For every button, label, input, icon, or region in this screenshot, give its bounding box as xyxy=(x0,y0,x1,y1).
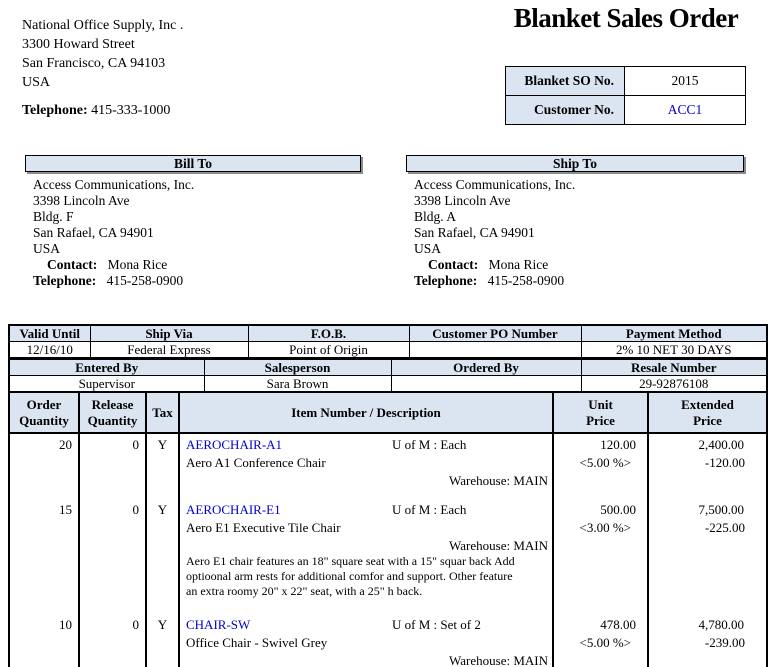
bill-to-name: Access Communications, Inc. xyxy=(33,177,195,192)
valid-until-header: Valid Until xyxy=(9,325,90,342)
bill-to-phone-label: Telephone: xyxy=(33,273,97,288)
company-phone-label: Telephone: xyxy=(22,103,88,118)
ordered-by-value xyxy=(391,376,581,393)
page-title: Blanket Sales Order xyxy=(513,3,739,33)
unit-price-value: 500.00 xyxy=(600,502,636,517)
ordered-by-header: Ordered By xyxy=(391,359,581,376)
order-qty-value: 20 xyxy=(9,433,79,499)
terms-table-bottom xyxy=(8,358,768,393)
ship-to-bldg: Bldg. A xyxy=(414,209,457,224)
item-description-text: Aero E1 Executive Tile Chair xyxy=(186,520,341,535)
warehouse-label: Warehouse: MAIN xyxy=(449,473,548,488)
so-number-label: Blanket SO No. xyxy=(506,67,625,96)
so-number-value: 2015 xyxy=(625,67,746,96)
unit-price-header: Unit Price xyxy=(553,393,648,433)
terms-value-row-1 xyxy=(9,342,767,358)
item-row-chair-sw xyxy=(9,614,767,667)
item-description-text: Office Chair - Swivel Grey xyxy=(186,635,328,650)
tax-header: Tax xyxy=(146,393,179,433)
discount-percent: <5.00 %> xyxy=(579,635,631,650)
order-qty-value: 15 xyxy=(9,499,79,614)
ship-to-contact-value: Mona Rice xyxy=(488,257,549,272)
extended-price-cell xyxy=(648,433,767,499)
ship-to-header: Ship To xyxy=(406,155,744,172)
ship-to-contact-line xyxy=(414,257,575,273)
payment-method-value: 2% 10 NET 30 DAYS xyxy=(581,342,767,358)
company-phone-line xyxy=(22,101,183,120)
bill-to-contact-label: Contact: xyxy=(47,257,98,272)
fob-header: F.O.B. xyxy=(248,325,409,342)
ship-to-country: USA xyxy=(414,241,442,256)
tax-value: Y xyxy=(146,614,179,667)
bill-to-bldg: Bldg. F xyxy=(33,209,74,224)
ship-to-city: San Rafael, CA 94901 xyxy=(414,225,535,240)
unit-price-value: 478.00 xyxy=(600,617,636,632)
discount-amount: -239.00 xyxy=(704,635,745,650)
bill-to-address xyxy=(33,177,194,289)
release-quantity-header: Release Quantity xyxy=(79,393,146,433)
terms-header-row-1 xyxy=(9,325,767,342)
item-row-aerochair-e1 xyxy=(9,499,767,614)
bill-to-header: Bill To xyxy=(25,155,361,172)
bill-to-city: San Rafael, CA 94901 xyxy=(33,225,154,240)
ship-to-street: 3398 Lincoln Ave xyxy=(414,193,511,208)
item-long-description: Aero E1 chair features an 18" square seat with a 15" squar back Add optioonal arm rests for additional comfor and support. Other feature an extra roomy 20" x 22" seat, with a 25" h back. xyxy=(186,554,515,598)
payment-method-header: Payment Method xyxy=(581,325,767,342)
uofm-label: U of M : Set of 2 xyxy=(392,617,481,632)
ship-to-phone-value: 415-258-0900 xyxy=(487,273,565,288)
extended-price-cell xyxy=(648,499,767,614)
bill-to-phone-line xyxy=(33,273,194,289)
terms-table-top xyxy=(8,324,768,358)
uofm-label: U of M : Each xyxy=(392,437,467,452)
ship-to-phone-label: Telephone: xyxy=(414,273,478,288)
resale-number-value: 29-92876108 xyxy=(581,376,767,393)
discount-amount: -225.00 xyxy=(704,520,745,535)
company-street: 3300 Howard Street xyxy=(22,37,135,52)
company-name: National Office Supply, Inc . xyxy=(22,18,184,33)
item-number-link[interactable]: AEROCHAIR-E1 xyxy=(186,502,281,517)
unit-price-cell xyxy=(553,499,648,614)
customer-po-value xyxy=(409,342,581,358)
bill-to-country: USA xyxy=(33,241,61,256)
uofm-label: U of M : Each xyxy=(392,502,467,517)
resale-number-header: Resale Number xyxy=(581,359,767,376)
valid-until-value: 12/16/10 xyxy=(9,342,90,358)
ship-to-phone-line xyxy=(414,273,575,289)
release-qty-value: 0 xyxy=(79,614,146,667)
extended-price-cell xyxy=(648,614,767,667)
order-number-box xyxy=(505,66,746,125)
company-country: USA xyxy=(22,75,51,90)
customer-number-label: Customer No. xyxy=(506,96,625,125)
so-number-row xyxy=(506,67,746,96)
customer-number-row xyxy=(506,96,746,125)
terms-value-row-2 xyxy=(9,376,767,393)
item-row-aerochair-a1 xyxy=(9,433,767,499)
fob-value: Point of Origin xyxy=(248,342,409,358)
extended-price-value: 7,500.00 xyxy=(698,502,744,517)
ship-to-contact-label: Contact: xyxy=(428,257,479,272)
release-qty-value: 0 xyxy=(79,433,146,499)
bill-to-street: 3398 Lincoln Ave xyxy=(33,193,130,208)
item-description-text: Aero A1 Conference Chair xyxy=(186,455,326,470)
terms-header-row-2 xyxy=(9,359,767,376)
extended-price-value: 2,400.00 xyxy=(698,437,744,452)
company-city: San Francisco, CA 94103 xyxy=(22,56,166,71)
discount-percent: <5.00 %> xyxy=(579,455,631,470)
bill-to-phone-value: 415-258-0900 xyxy=(106,273,184,288)
unit-price-cell xyxy=(553,433,648,499)
item-description-cell xyxy=(179,499,553,614)
unit-price-cell xyxy=(553,614,648,667)
warehouse-label: Warehouse: MAIN xyxy=(449,538,548,553)
items-header-row xyxy=(9,393,767,433)
item-number-link[interactable]: AEROCHAIR-A1 xyxy=(186,437,283,452)
ship-to-name: Access Communications, Inc. xyxy=(414,177,576,192)
extended-price-header: Extended Price xyxy=(648,393,767,433)
bill-to-contact-line xyxy=(33,257,194,273)
order-quantity-header: Order Quantity xyxy=(9,393,79,433)
item-description-cell xyxy=(179,433,553,499)
tax-value: Y xyxy=(146,499,179,614)
extended-price-value: 4,780.00 xyxy=(698,617,744,632)
release-qty-value: 0 xyxy=(79,499,146,614)
customer-po-header: Customer PO Number xyxy=(409,325,581,342)
bill-to-contact-value: Mona Rice xyxy=(107,257,168,272)
discount-percent: <3.00 %> xyxy=(579,520,631,535)
salesperson-value: Sara Brown xyxy=(204,376,391,393)
item-number-link[interactable]: CHAIR-SW xyxy=(186,617,251,632)
ship-to-address xyxy=(414,177,575,289)
line-items-table xyxy=(8,393,768,667)
ship-via-header: Ship Via xyxy=(90,325,248,342)
item-description-cell xyxy=(179,614,553,667)
order-tables xyxy=(8,324,766,667)
unit-price-value: 120.00 xyxy=(600,437,636,452)
warehouse-label: Warehouse: MAIN xyxy=(449,653,548,667)
discount-amount: -120.00 xyxy=(704,455,745,470)
item-description-header: Item Number / Description xyxy=(179,393,553,433)
company-phone-value: 415-333-1000 xyxy=(91,103,171,118)
entered-by-header: Entered By xyxy=(9,359,204,376)
ship-via-value: Federal Express xyxy=(90,342,248,358)
salesperson-header: Salesperson xyxy=(204,359,391,376)
order-qty-value: 10 xyxy=(9,614,79,667)
customer-number-link[interactable]: ACC1 xyxy=(625,96,746,125)
entered-by-value: Supervisor xyxy=(9,376,204,393)
company-block xyxy=(22,16,183,120)
tax-value: Y xyxy=(146,433,179,499)
